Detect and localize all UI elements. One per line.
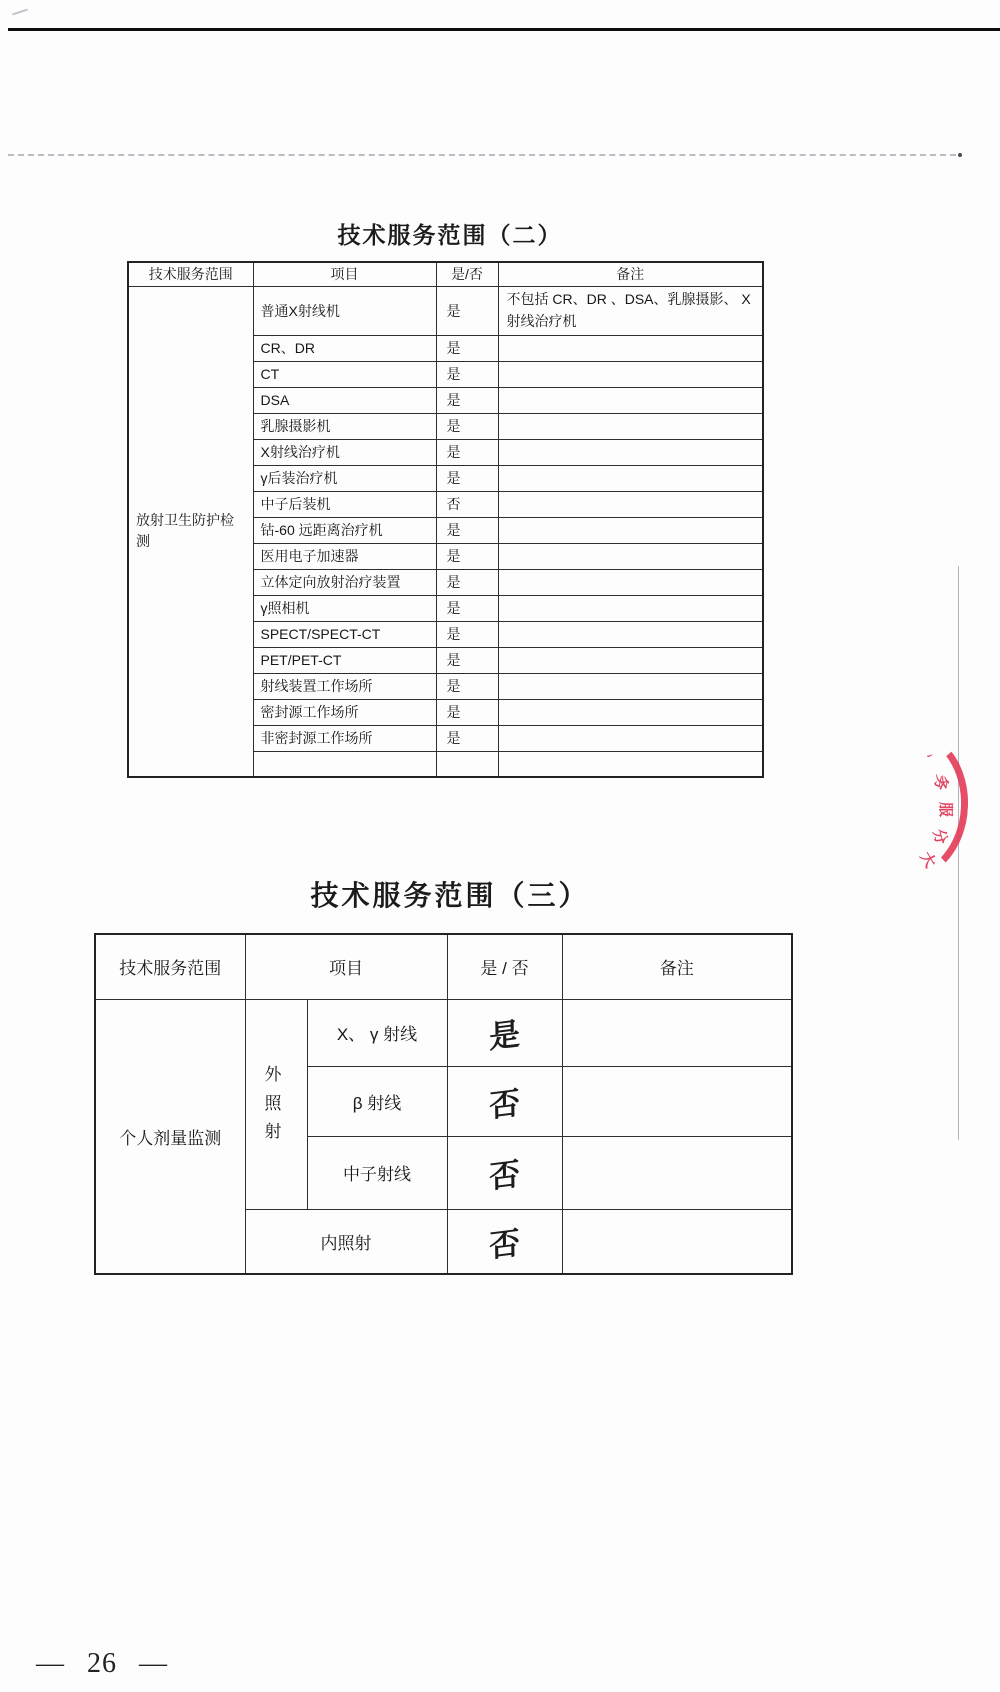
stamp-character: 丶 xyxy=(921,747,936,762)
yesno-cell xyxy=(447,1136,562,1209)
item-column-header: 项目 xyxy=(245,934,447,999)
yesno-cell xyxy=(436,751,498,777)
item-cell: SPECT/SPECT-CT xyxy=(253,621,436,647)
yesno-cell: 是 xyxy=(436,569,498,595)
remark-cell xyxy=(498,413,763,439)
remark-cell xyxy=(498,725,763,751)
stamp-character: 大 xyxy=(916,849,939,871)
remark-cell xyxy=(498,621,763,647)
scope-cell: 放射卫生防护检测 xyxy=(128,286,253,777)
item-cell: CT xyxy=(253,361,436,387)
remark-cell: 不包括 CR、DR 、DSA、乳腺摄影、 X 射线治疗机 xyxy=(498,286,763,335)
yesno-cell: 是 xyxy=(436,595,498,621)
remark-cell xyxy=(498,361,763,387)
section-title-scope-2: 技术服务范围（二） xyxy=(337,222,563,248)
handwritten-yes-mark: 是 xyxy=(488,1016,521,1055)
yesno-column-header: 是 / 否 xyxy=(447,934,562,999)
item-cell: 非密封源工作场所 xyxy=(253,725,436,751)
remark-cell xyxy=(498,543,763,569)
yesno-cell xyxy=(447,1066,562,1136)
remark-cell xyxy=(562,1209,792,1274)
remark-cell xyxy=(498,647,763,673)
item-cell: PET/PET-CT xyxy=(253,647,436,673)
yesno-cell: 是 xyxy=(436,413,498,439)
item-cell: β 射线 xyxy=(307,1066,447,1136)
remark-cell xyxy=(498,465,763,491)
remark-cell xyxy=(498,517,763,543)
handwritten-no-mark: 否 xyxy=(488,1224,521,1264)
yesno-cell xyxy=(447,999,562,1066)
scope-column-header: 技术服务范围 xyxy=(95,934,245,999)
table-row xyxy=(128,286,763,335)
top-rule-line xyxy=(8,28,1000,31)
item-cell: 中子后装机 xyxy=(253,491,436,517)
item-cell: 医用电子加速器 xyxy=(253,543,436,569)
remark-cell xyxy=(562,1066,792,1136)
yesno-cell: 是 xyxy=(436,517,498,543)
item-cell: 钴-60 远距离治疗机 xyxy=(253,517,436,543)
remark-cell xyxy=(562,1136,792,1209)
yesno-cell: 是 xyxy=(436,439,498,465)
yesno-cell: 是 xyxy=(436,725,498,751)
yesno-cell: 是 xyxy=(436,621,498,647)
item-cell: γ照相机 xyxy=(253,595,436,621)
remark-cell xyxy=(498,439,763,465)
remark-column-header: 备注 xyxy=(562,934,792,999)
scope-cell: 个人剂量监测 xyxy=(95,999,245,1274)
yesno-cell: 是 xyxy=(436,647,498,673)
item-cell: γ后装治疗机 xyxy=(253,465,436,491)
handwritten-no-mark: 否 xyxy=(488,1156,521,1195)
item-cell: 中子射线 xyxy=(307,1136,447,1209)
yesno-cell: 是 xyxy=(436,543,498,569)
item-cell: 立体定向放射治疗装置 xyxy=(253,569,436,595)
yesno-cell: 是 xyxy=(436,286,498,335)
item-column-header: 项目 xyxy=(253,262,436,286)
yesno-cell: 是 xyxy=(436,361,498,387)
remark-cell xyxy=(498,699,763,725)
item-cell: X射线治疗机 xyxy=(253,439,436,465)
item-cell: 密封源工作场所 xyxy=(253,699,436,725)
table-header-row xyxy=(95,934,792,999)
section-title-scope-3: 技术服务范围（三） xyxy=(310,880,590,911)
yesno-column-header: 是/否 xyxy=(436,262,498,286)
remark-cell xyxy=(498,335,763,361)
scan-corner-mark xyxy=(12,9,28,16)
table-row xyxy=(95,999,792,1066)
stamp-character: 分 xyxy=(929,827,950,847)
remark-cell xyxy=(498,569,763,595)
yesno-cell: 是 xyxy=(436,699,498,725)
item-cell xyxy=(253,751,436,777)
remark-cell xyxy=(562,999,792,1066)
dashed-separator-line xyxy=(8,154,956,156)
remark-cell xyxy=(498,673,763,699)
scan-fold-line xyxy=(958,566,959,1140)
dashed-line-end-dot xyxy=(958,153,962,157)
item-cell: 射线装置工作场所 xyxy=(253,673,436,699)
remark-cell xyxy=(498,491,763,517)
item-cell: CR、DR xyxy=(253,335,436,361)
handwritten-no-mark: 否 xyxy=(488,1084,521,1124)
table-header-row xyxy=(128,262,763,286)
stamp-character: 服 xyxy=(937,801,955,818)
item-cell: X、 γ 射线 xyxy=(307,999,447,1066)
internal-exposure-item-cell: 内照射 xyxy=(245,1209,447,1274)
remark-column-header: 备注 xyxy=(498,262,763,286)
yesno-cell: 是 xyxy=(436,465,498,491)
stamp-character: 务 xyxy=(930,773,951,792)
item-cell: 乳腺摄影机 xyxy=(253,413,436,439)
service-scope-table-3 xyxy=(94,933,793,1275)
remark-cell xyxy=(498,751,763,777)
remark-cell xyxy=(498,387,763,413)
scope-column-header: 技术服务范围 xyxy=(128,262,253,286)
service-scope-table-2 xyxy=(127,261,764,778)
item-cell: 普通X射线机 xyxy=(253,286,436,335)
page-number: — 26 — xyxy=(36,1648,168,1679)
yesno-cell: 否 xyxy=(436,491,498,517)
yesno-cell: 是 xyxy=(436,387,498,413)
yesno-cell: 是 xyxy=(436,673,498,699)
yesno-cell: 是 xyxy=(436,335,498,361)
remark-cell xyxy=(498,595,763,621)
yesno-cell xyxy=(447,1209,562,1274)
item-cell: DSA xyxy=(253,387,436,413)
external-exposure-group-cell: 外 照 射 xyxy=(245,999,307,1209)
